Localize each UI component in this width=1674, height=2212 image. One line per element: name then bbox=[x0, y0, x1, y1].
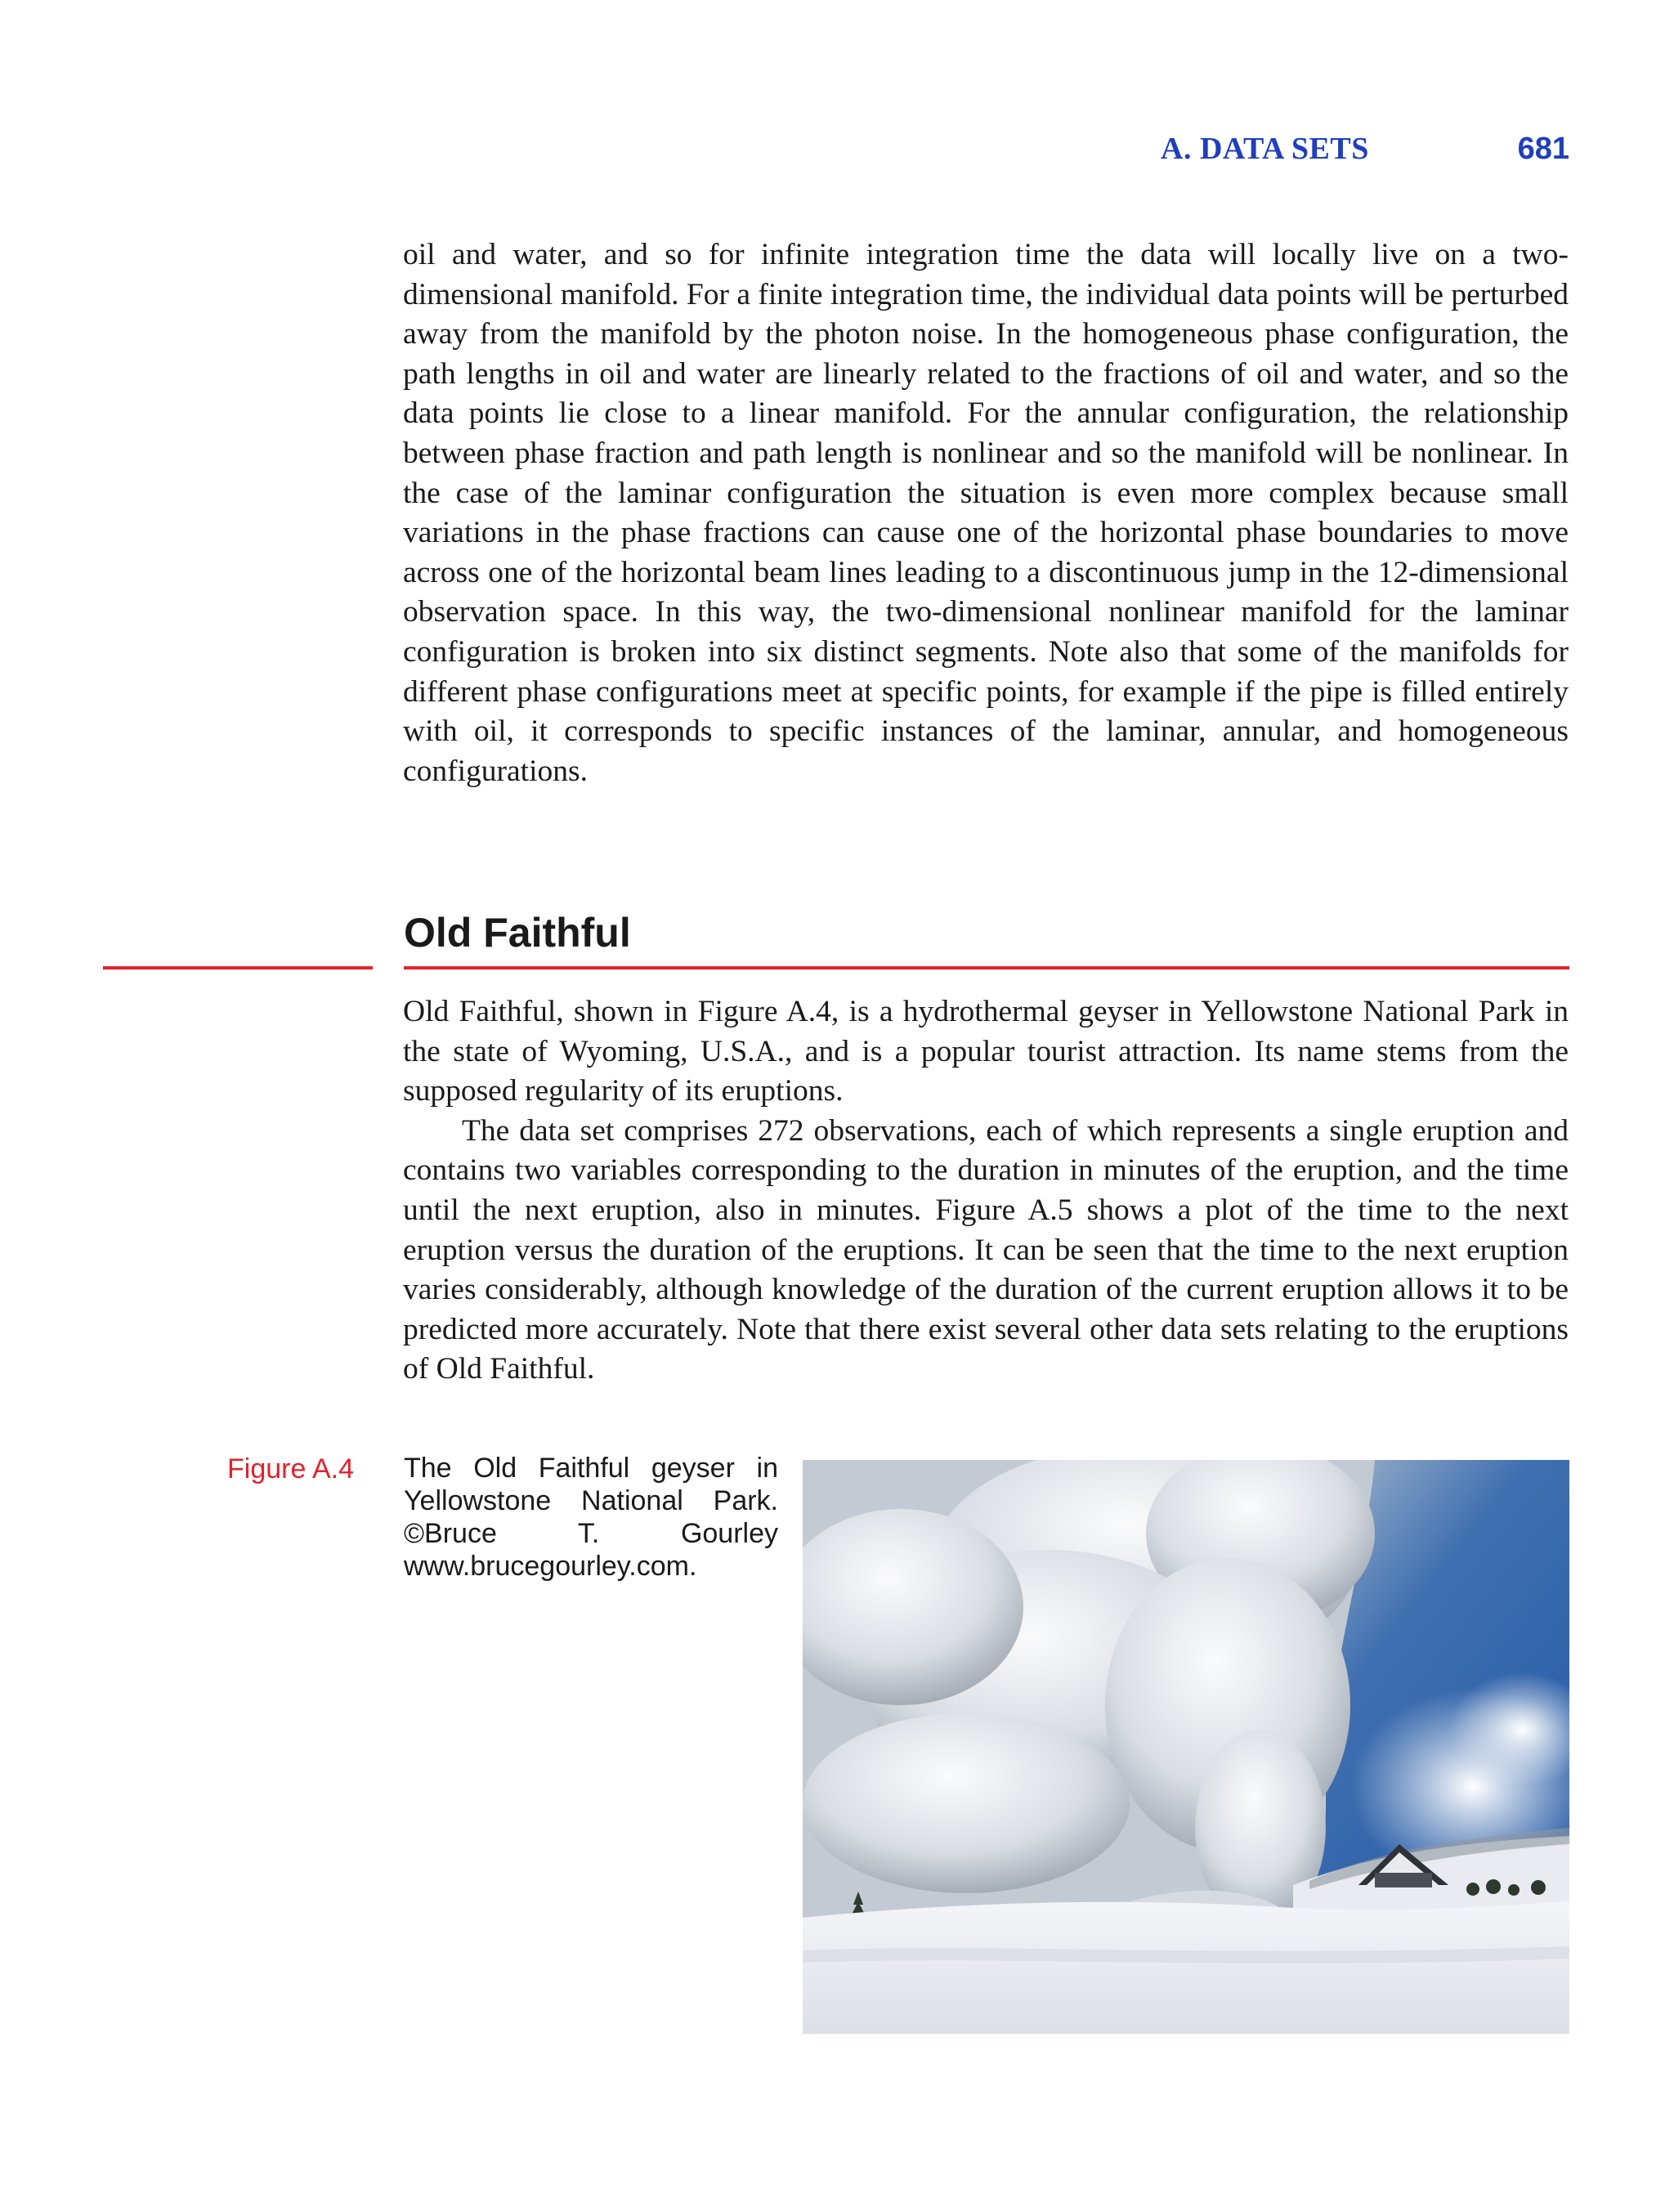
section-paragraph: The data set comprises 272 observations, each of which represents a single eruption and contains two variables corresponding to the duration in minutes of the eruption, and the time until the next eruption, also in minutes. Figure A.5 shows a plot of the time to the next eruption versus the duration of the eruptions. It can be seen that the time to the next eruption varies considerably, although knowledge of the duration of the current eruption allows it to be predicted more accurately. Note that there exist several other data sets relating to the eruptions of Old Faithful. bbox=[403, 1113, 1569, 1386]
intro-paragraph-block bbox=[403, 235, 1569, 791]
figure-caption: The Old Faithful geyser in Yellowstone National Park. ©Bruce T. Gourley www.brucegourley.com. bbox=[404, 1453, 778, 1582]
section-rule bbox=[404, 966, 1569, 969]
intro-paragraph: oil and water, and so for infinite integration time the data will locally live on a two-dimensional manifold. For a finite integration time, the individual data points will be perturbed away from the manifold by the photon noise. In the homogeneous phase configuration, the path lengths in oil and water are linearly related to the fractions of oil and water, and so the data points lie close to a linear manifold. For the annular configuration, the relationship between phase fraction and path length is nonlinear and so the manifold will be nonlinear. In the case of the laminar configuration the situation is even more complex because small variations in the phase fractions can cause one of the horizontal phase boundaries to move across one of the horizontal beam lines leading to a discontinuous jump in the 12-dimensional observation space. In this way, the two-dimensional nonlinear manifold for the laminar configuration is broken into six distinct segments. Note also that some of the manifolds for different phase configurations meet at specific points, for example if the pipe is filled entirely with oil, it corresponds to specific instances of the laminar, annular, and homogeneous configurations. bbox=[403, 238, 1569, 788]
geyser-photo bbox=[803, 1460, 1569, 2034]
running-head-section: A. DATA SETS bbox=[1161, 132, 1369, 166]
section-rule-margin bbox=[103, 966, 373, 969]
geyser-photo-illustration bbox=[803, 1460, 1569, 2034]
running-head bbox=[1161, 131, 1569, 177]
section-paragraph: Old Faithful, shown in Figure A.4, is a hydrothermal geyser in Yellowstone National Park in the state of Wyoming, U.S.A., and is a popular tourist attraction. Its name stems from the supposed regularity of its eruptions. bbox=[403, 995, 1569, 1108]
section-body bbox=[403, 992, 1569, 1390]
figure-label: Figure A.4 bbox=[227, 1453, 354, 1484]
page-number: 681 bbox=[1517, 132, 1569, 166]
section-title: Old Faithful bbox=[404, 910, 631, 956]
